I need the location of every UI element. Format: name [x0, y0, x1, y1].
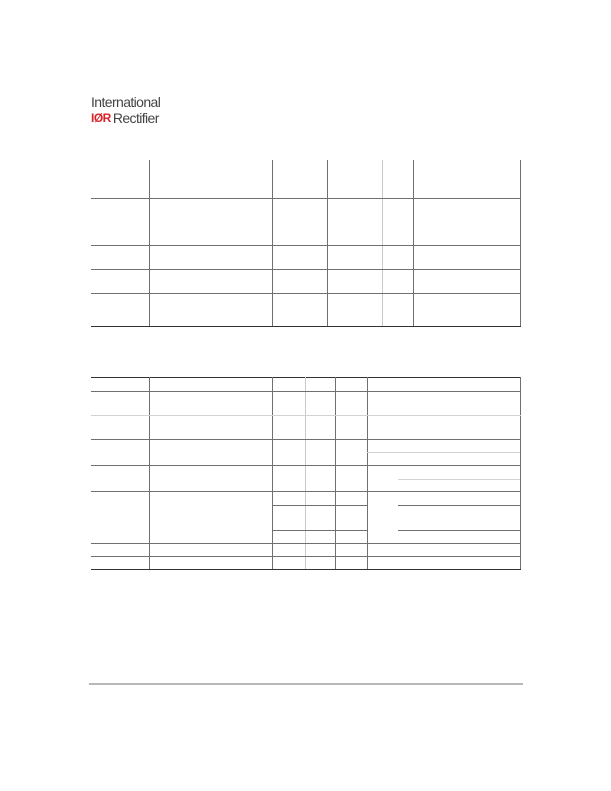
table-2-row-divider	[91, 439, 521, 440]
table-2-bottom-rule	[91, 569, 521, 570]
table-2-subrow-divider	[398, 479, 520, 480]
table-2-subrow-divider	[367, 452, 520, 453]
logo-rectifier-text: Rectifier	[112, 110, 159, 126]
table-2-row-divider	[91, 543, 521, 544]
table-2-subrow-divider	[398, 505, 520, 506]
table-2-col-divider	[335, 377, 336, 569]
table-2-top-rule	[91, 377, 521, 378]
table-2-col-divider	[367, 377, 368, 569]
table-2-col-divider	[305, 377, 306, 569]
table-2-subrow-divider	[272, 530, 367, 531]
table-2-header-rule	[91, 391, 521, 392]
footer-rule	[89, 683, 523, 685]
table-2-subrow-divider	[91, 415, 521, 416]
table-2-row-divider	[91, 556, 521, 557]
table-2-col-divider	[272, 377, 273, 569]
table-2-row-divider	[91, 465, 521, 466]
logo-line-international: International	[91, 94, 161, 110]
ior-logo-mark: IØR	[91, 111, 111, 125]
table-2-subrow-divider	[272, 505, 367, 506]
table-2-col-divider	[520, 377, 521, 569]
table-2-col-divider	[149, 377, 150, 569]
table-2-row-divider	[91, 491, 521, 492]
table-2-subrow-divider	[398, 530, 520, 531]
